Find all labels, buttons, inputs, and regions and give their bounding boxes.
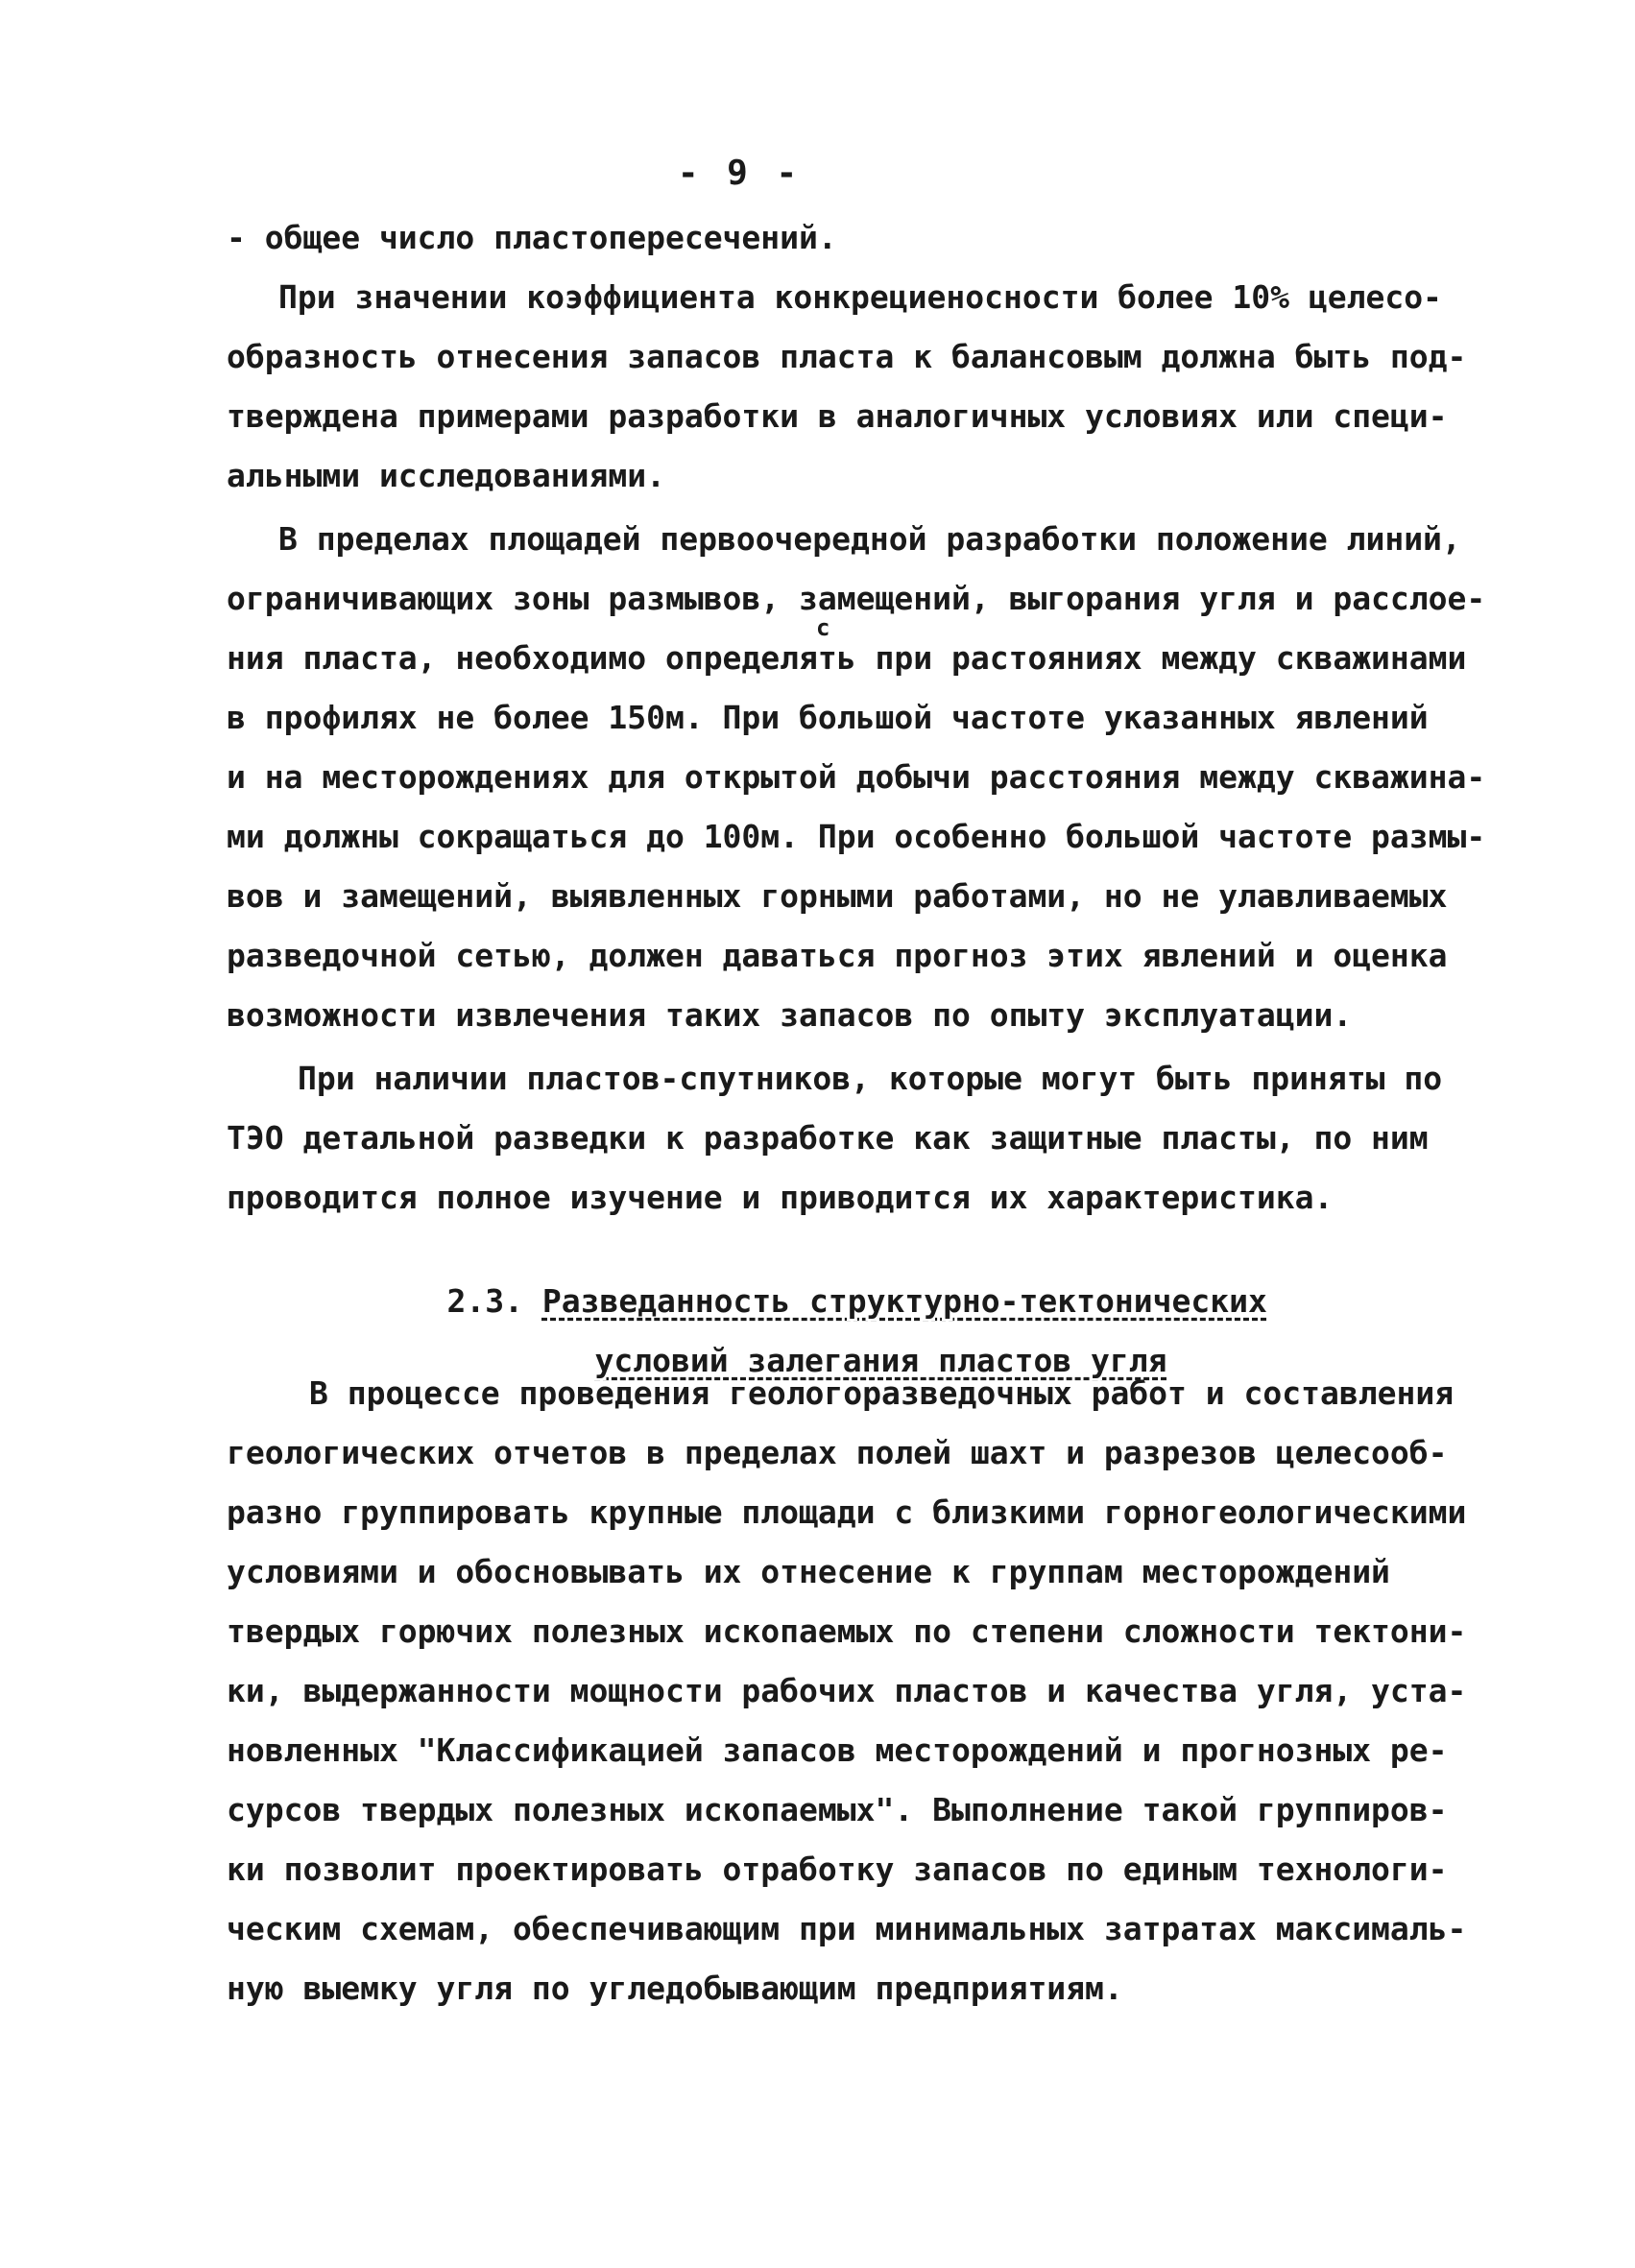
text-line: тверждена примерами разработки в аналогичных условиях или специ-: [227, 397, 1448, 435]
text-line: сурсов твердых полезных ископаемых". Выполнение такой группиров-: [227, 1791, 1448, 1828]
text-line: геологических отчетов в пределах полей шахт и разрезов целесооб-: [227, 1434, 1448, 1471]
text-line: При значении коэффициента конкрециеносности более 10% целесо-: [278, 278, 1442, 316]
section-number: 2.3.: [446, 1282, 523, 1320]
handwritten-correction: с: [816, 614, 830, 641]
text-line: ния пласта, необходимо определять при растояниях между скважинами: [227, 639, 1467, 677]
section-title-line2: условий залегания пластов угля: [594, 1342, 1167, 1379]
text-line: - общее число пластопересечений.: [227, 219, 837, 256]
text-line: ТЭО детальной разведки к разработке как защитные пласты, по ним: [227, 1119, 1429, 1157]
page-number: - 9 -: [677, 154, 802, 193]
text-line: При наличии пластов-спутников, которые могут быть приняты по: [298, 1060, 1443, 1097]
text-line: вов и замещений, выявленных горными работами, но не улавливаемых: [227, 877, 1448, 915]
text-line: образность отнесения запасов пласта к балансовым должна быть под-: [227, 338, 1467, 375]
text-line: ную выемку угля по угледобывающим предприятиям.: [227, 1970, 1123, 2007]
text-line: В процессе проведения геологоразведочных работ и составления: [309, 1374, 1455, 1412]
text-line: возможности извлечения таких запасов по опыту эксплуатации.: [227, 996, 1353, 1034]
text-line: новленных "Классификацией запасов месторождений и прогнозных ре-: [227, 1731, 1448, 1769]
text-line: условиями и обосновывать их отнесение к группам месторождений: [227, 1553, 1390, 1590]
text-line: ческим схемам, обеспечивающим при минимальных затратах максималь-: [227, 1910, 1467, 1947]
text-line: в профилях не более 150м. При большой частоте указанных явлений: [227, 699, 1429, 736]
text-line: разведочной сетью, должен даваться прогноз этих явлений и оценка: [227, 937, 1448, 974]
text-line: ки, выдержанности мощности рабочих пластов и качества угля, уста-: [227, 1672, 1467, 1709]
text-line: и на месторождениях для открытой добычи расстояния между скважина-: [227, 758, 1486, 796]
section-title-line1: Разведанность структурно-тектонических: [541, 1282, 1267, 1320]
text-line: альными исследованиями.: [227, 457, 665, 494]
text-line: В пределах площадей первоочередной разработки положение линий,: [278, 520, 1461, 558]
text-line: ки позволит проектировать отработку запасов по единым технологи-: [227, 1850, 1448, 1888]
text-line: ми должны сокращаться до 100м. При особенно большой частоте размы-: [227, 818, 1486, 855]
text-line: разно группировать крупные площади с близкими горногеологическими: [227, 1493, 1467, 1531]
text-line: проводится полное изучение и приводится их характеристика.: [227, 1179, 1334, 1216]
text-line: твердых горючих полезных ископаемых по степени сложности тектони-: [227, 1612, 1467, 1650]
text-line: ограничивающих зоны размывов, замещений, выгорания угля и расслое-: [227, 580, 1486, 617]
